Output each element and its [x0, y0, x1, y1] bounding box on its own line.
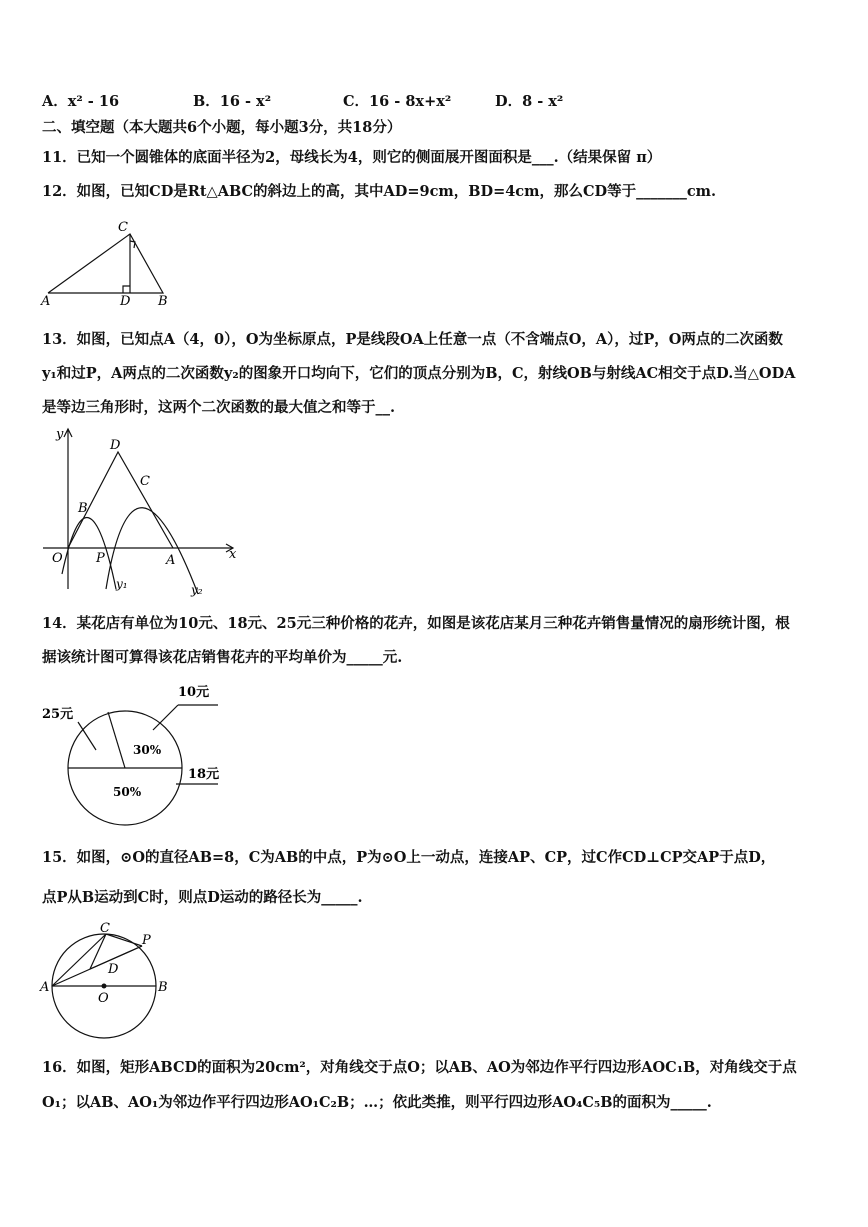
- question-15-line2: 点P从B运动到C时，则点D运动的路径长为_____.: [42, 889, 363, 906]
- label-P: P: [96, 551, 105, 566]
- figure-15-circle: [38, 918, 178, 1043]
- pie-label-25: 25元: [42, 707, 74, 722]
- label-P: P: [142, 933, 151, 948]
- axis-y-label: y: [56, 427, 64, 442]
- label-A: A: [40, 980, 50, 995]
- label-D: D: [110, 438, 121, 453]
- figure-13-parabolas: [38, 424, 248, 599]
- question-16-line1: 16．如图，矩形ABCD的面积为20cm²，对角线交于点O；以AB、AO为邻边作平行四边形AOC₁B，对角线交于点: [42, 1059, 797, 1076]
- question-12: 12．如图，已知CD是Rt△ABC的斜边上的高，其中AD=9cm，BD=4cm，那么CD等于_______cm.: [42, 183, 717, 200]
- option-c: C．16 - 8x+x²: [343, 93, 452, 110]
- pie-pct-30: 30%: [133, 743, 162, 757]
- label-y1: y₁: [116, 577, 128, 591]
- question-13-line1: 13．如图，已知点A（4，0），O为坐标原点，P是线段OA上任意一点（不含端点O，A），过P，O两点的二次函数: [42, 331, 783, 348]
- label-C: C: [100, 921, 110, 936]
- label-C: C: [118, 220, 128, 235]
- label-B: B: [158, 294, 168, 308]
- question-13-line3: 是等边三角形时，这两个二次函数的最大值之和等于__.: [42, 399, 396, 416]
- label-A: A: [41, 294, 51, 308]
- pie-label-10: 10元: [178, 685, 210, 700]
- pie-label-18: 18元: [188, 767, 220, 782]
- pie-pct-50: 50%: [113, 785, 142, 799]
- label-D: D: [120, 294, 131, 308]
- question-13-line2: y₁和过P，A两点的二次函数y₂的图象开口均向下，它们的顶点分别为B，C，射线OB与射线AC相交于点D.当△ODA: [42, 365, 796, 382]
- question-16-line2: O₁；以AB、AO₁为邻边作平行四边形AO₁C₂B；…；依此类推，则平行四边形AO₄C₅B的面积为_____.: [42, 1094, 712, 1111]
- option-b: B．16 - x²: [193, 93, 272, 110]
- center-point: [102, 984, 107, 989]
- label-B: B: [158, 980, 168, 995]
- label-D: D: [108, 962, 119, 977]
- question-11: 11．已知一个圆锥体的底面半径为2，母线长为4，则它的侧面展开图面积是___.（结果保留 π）: [42, 149, 662, 166]
- figure-12-triangle: [38, 216, 173, 308]
- question-14-line2: 据该统计图可算得该花店销售花卉的平均单价为_____元.: [42, 649, 403, 666]
- question-14-line1: 14．某花店有单位为10元、18元、25元三种价格的花卉，如图是该花店某月三种花卉销售量情况的扇形统计图，根: [42, 615, 790, 632]
- axis-x-label: x: [229, 547, 237, 562]
- section-heading: 二、填空题（本大题共6个小题，每小题3分，共18分）: [42, 119, 402, 136]
- option-d: D．8 - x²: [495, 93, 564, 110]
- label-y2: y₂: [191, 583, 203, 597]
- label-C: C: [140, 474, 150, 489]
- label-B: B: [78, 501, 88, 516]
- question-15-line1: 15．如图，⊙O的直径AB=8，C为AB的中点，P为⊙O上一动点，连接AP、CP，过C作CD⊥CP交AP于点D，: [42, 849, 776, 866]
- label-O: O: [52, 551, 63, 566]
- figure-14-pie-chart: [38, 680, 228, 835]
- label-O: O: [98, 991, 109, 1006]
- label-A: A: [166, 553, 176, 568]
- option-a: A．x² - 16: [42, 93, 120, 110]
